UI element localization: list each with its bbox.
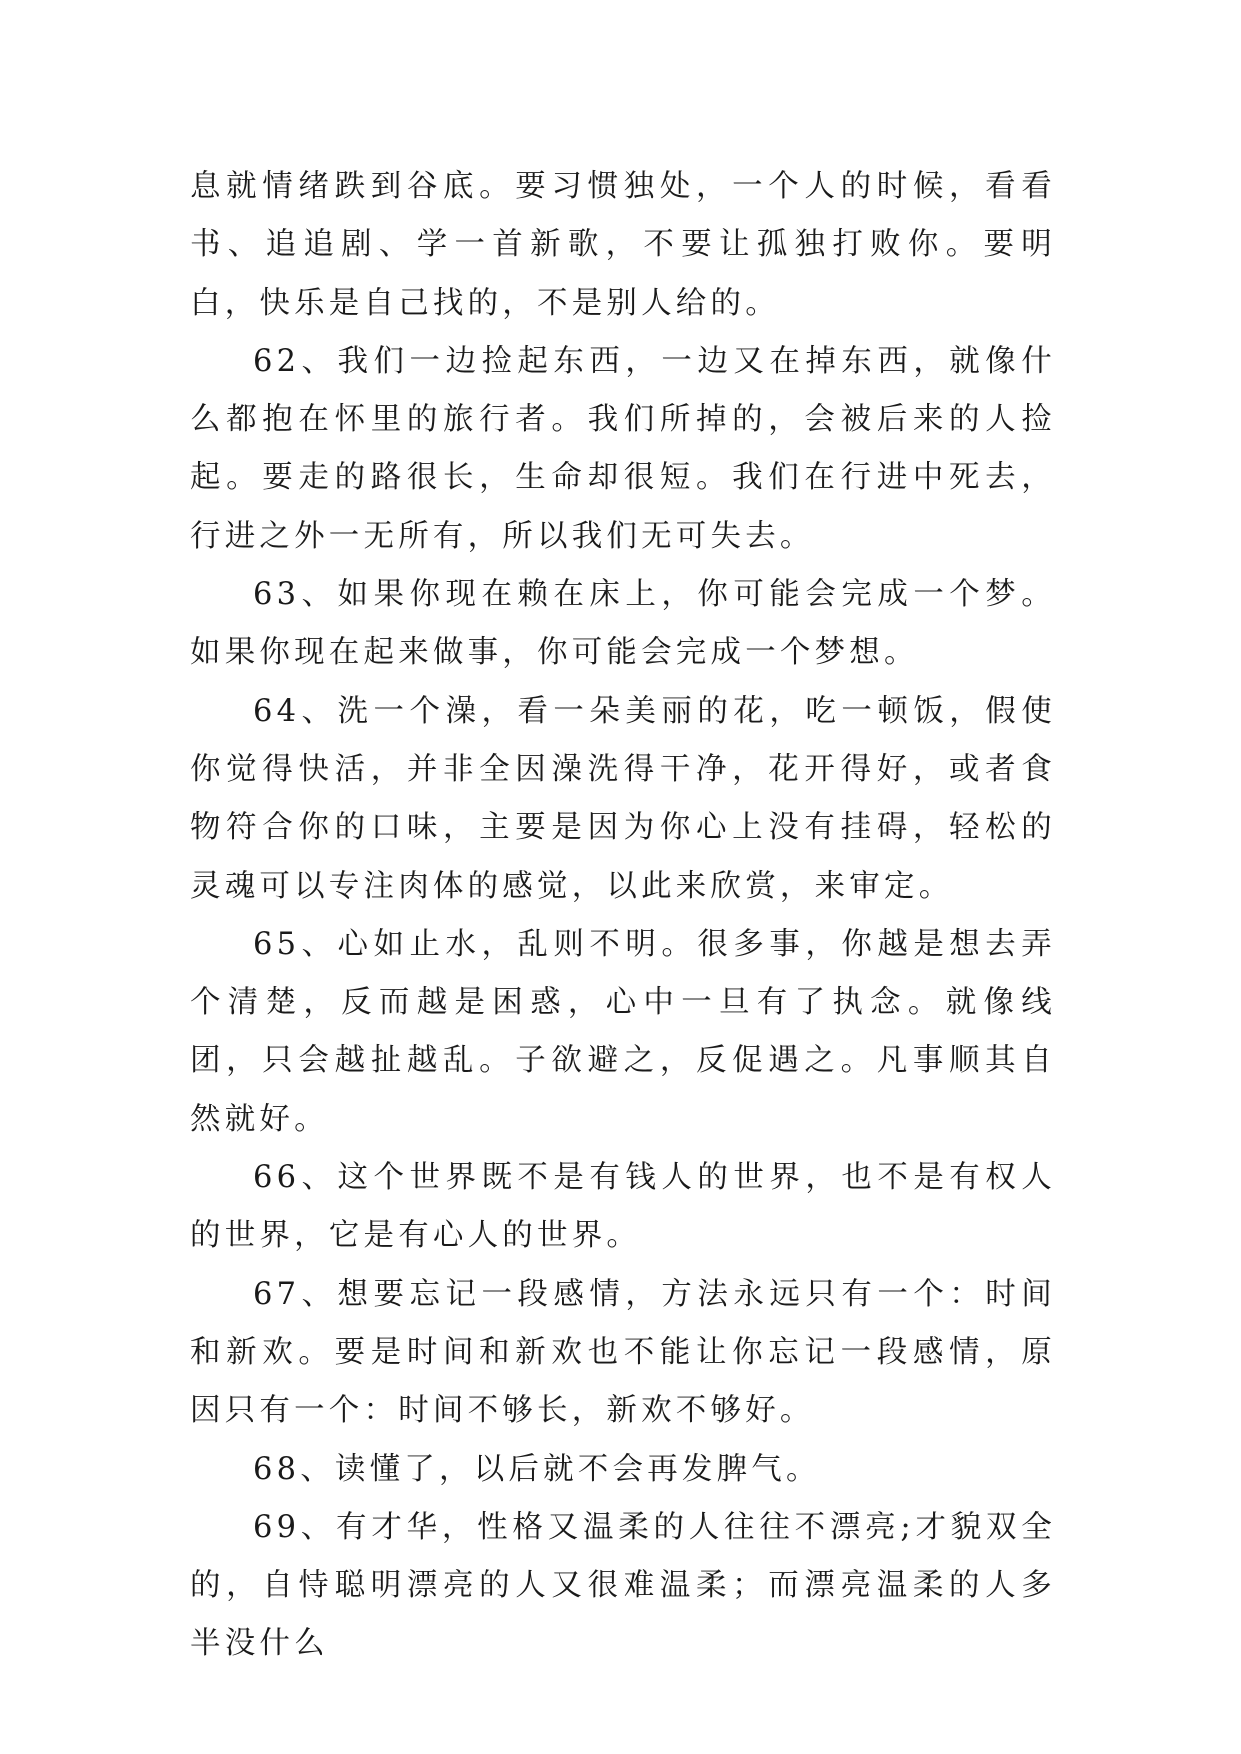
paragraph-69: 69、有才华，性格又温柔的人往往不漂亮;才貌双全的，自恃聪明漂亮的人又很难温柔；而漂亮温柔的人多半没什么: [190, 1509, 1056, 1662]
paragraph-66: 66、这个世界既不是有钱人的世界，也不是有权人的世界，它是有心人的世界。: [190, 1160, 1056, 1254]
paragraph-64: 64、洗一个澡，看一朵美丽的花，吃一顿饭，假使你觉得快活，并非全因澡洗得干净，花开得好，或者食物符合你的口味，主要是因为你心上没有挂碍，轻松的灵魂可以专注肉体的感觉，以此来欣赏，来审定。: [190, 693, 1056, 904]
document-body: [190, 158, 1056, 1674]
paragraph-65: 65、心如止水，乱则不明。很多事，你越是想去弄个清楚，反而越是困惑，心中一旦有了执念。就像线团，只会越扯越乱。子欲避之，反促遇之。凡事顺其自然就好。: [190, 926, 1056, 1137]
paragraph-68: 68、读懂了，以后就不会再发脾气。: [253, 1451, 821, 1487]
paragraph-continued: 息就情绪跌到谷底。要习惯独处，一个人的时候，看看书、追追剧、学一首新歌，不要让孤独打败你。要明白，快乐是自己找的，不是别人给的。: [190, 169, 1056, 321]
paragraph-63: 63、如果你现在赖在床上，你可能会完成一个梦。如果你现在起来做事，你可能会完成一个梦想。: [190, 577, 1056, 671]
paragraph-67: 67、想要忘记一段感情，方法永远只有一个：时间和新欢。要是时间和新欢也不能让你忘记一段感情，原因只有一个：时间不够长，新欢不够好。: [190, 1276, 1056, 1429]
paragraph-62: 62、我们一边捡起东西，一边又在掉东西，就像什么都抱在怀里的旅行者。我们所掉的，会被后来的人捡起。要走的路很长，生命却很短。我们在行进中死去，行进之外一无所有，所以我们无可失去。: [190, 343, 1056, 554]
